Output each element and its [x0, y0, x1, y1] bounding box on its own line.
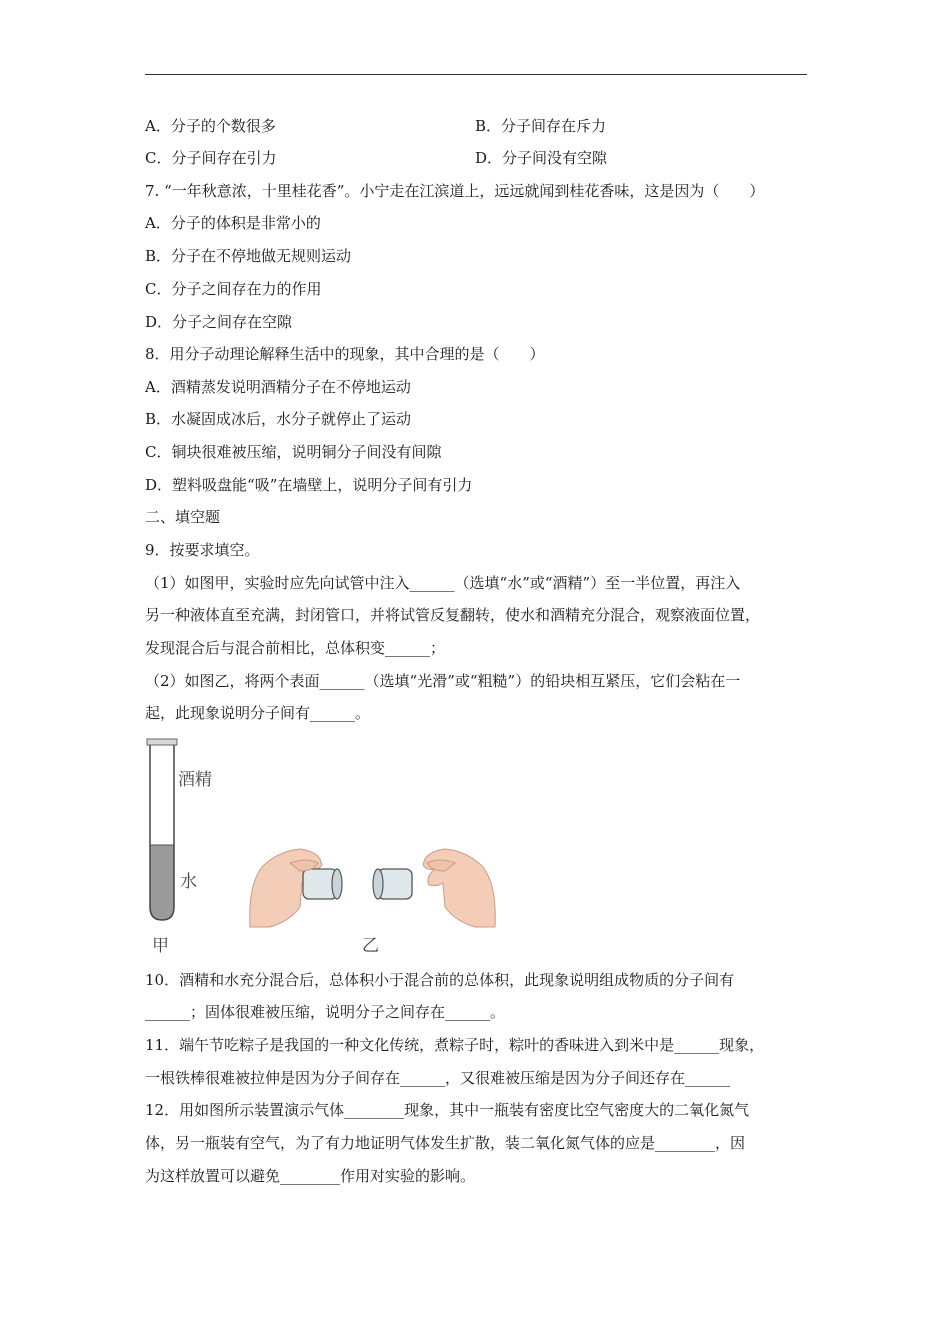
q11-line2: 一根铁棒很难被拉伸是因为分子间存在______，又很难被压缩是因为分子间还存在______	[145, 1069, 731, 1087]
q9-stem: 9．按要求填空。	[145, 541, 260, 559]
q6-option-a: A．分子的个数很多	[145, 117, 276, 135]
q9-figure	[140, 735, 510, 960]
q9-part1-line3: 发现混合后与混合前相比，总体积变______；	[145, 639, 446, 657]
figure-illustration	[140, 735, 510, 960]
q12-line3: 为这样放置可以避免________作用对实验的影响。	[145, 1167, 476, 1185]
q7-option-c: C．分子之间存在力的作用	[145, 280, 322, 298]
q12-line1: 12．用如图所示装置演示气体________现象，其中一瓶装有密度比空气密度大的二氧化氮气	[145, 1101, 750, 1119]
q6-option-c: C．分子间存在引力	[145, 149, 277, 167]
q8-option-b: B．水凝固成冰后，水分子就停止了运动	[145, 410, 412, 428]
label-alcohol: 酒精	[178, 770, 212, 790]
header-rule	[145, 74, 807, 75]
q11-line1: 11．端午节吃粽子是我国的一种文化传统，煮粽子时，粽叶的香味进入到米中是______现象，	[145, 1036, 765, 1054]
test-tube-icon	[147, 739, 177, 920]
q8-option-d: D．塑料吸盘能“吸”在墙壁上，说明分子间有引力	[145, 476, 473, 494]
label-jia: 甲	[152, 936, 169, 956]
section-heading: 二、填空题	[145, 508, 221, 526]
q6-option-d: D．分子间没有空隙	[475, 149, 608, 167]
q9-part1-line2: 另一种液体直至充满，封闭管口，并将试管反复翻转，使水和酒精充分混合，观察液面位置，	[145, 606, 761, 624]
label-water: 水	[180, 872, 197, 892]
q9-part2-line2: 起，此现象说明分子间有______。	[145, 704, 371, 722]
q7-option-d: D．分子之间存在空隙	[145, 313, 293, 331]
left-hand-icon	[250, 849, 342, 927]
q7-stem: 7. “一年秋意浓，十里桂花香”。小宁走在江滨道上，远远就闻到桂花香味，这是因为（ ）	[145, 182, 765, 200]
q7-option-b: B．分子在不停地做无规则运动	[145, 247, 352, 265]
q8-option-c: C．铜块很难被压缩，说明铜分子间没有间隙	[145, 443, 442, 461]
q9-part1-line1: （1）如图甲，实验时应先向试管中注入______（选填“水”或“酒精”）至一半位置，再注入	[145, 574, 741, 592]
q8-option-a: A．酒精蒸发说明酒精分子在不停地运动	[145, 378, 411, 396]
label-yi: 乙	[362, 936, 379, 956]
q6-option-b: B．分子间存在斥力	[475, 117, 607, 135]
q8-stem: 8．用分子动理论解释生活中的现象，其中合理的是（ ）	[145, 345, 545, 363]
q7-option-a: A．分子的体积是非常小的	[145, 214, 321, 232]
q10-line1: 10．酒精和水充分混合后，总体积小于混合前的总体积，此现象说明组成物质的分子间有	[145, 971, 735, 989]
q10-line2: ______；固体很难被压缩，说明分子之间存在______。	[145, 1003, 506, 1021]
q9-part2-line1: （2）如图乙，将两个表面______（选填“光滑”或“粗糙”）的铅块相互紧压，它们会粘在一	[145, 672, 741, 690]
right-hand-icon	[373, 849, 495, 927]
q12-line2: 体，另一瓶装有空气，为了有力地证明气体发生扩散，装二氧化氮气体的应是________，因	[145, 1134, 746, 1152]
